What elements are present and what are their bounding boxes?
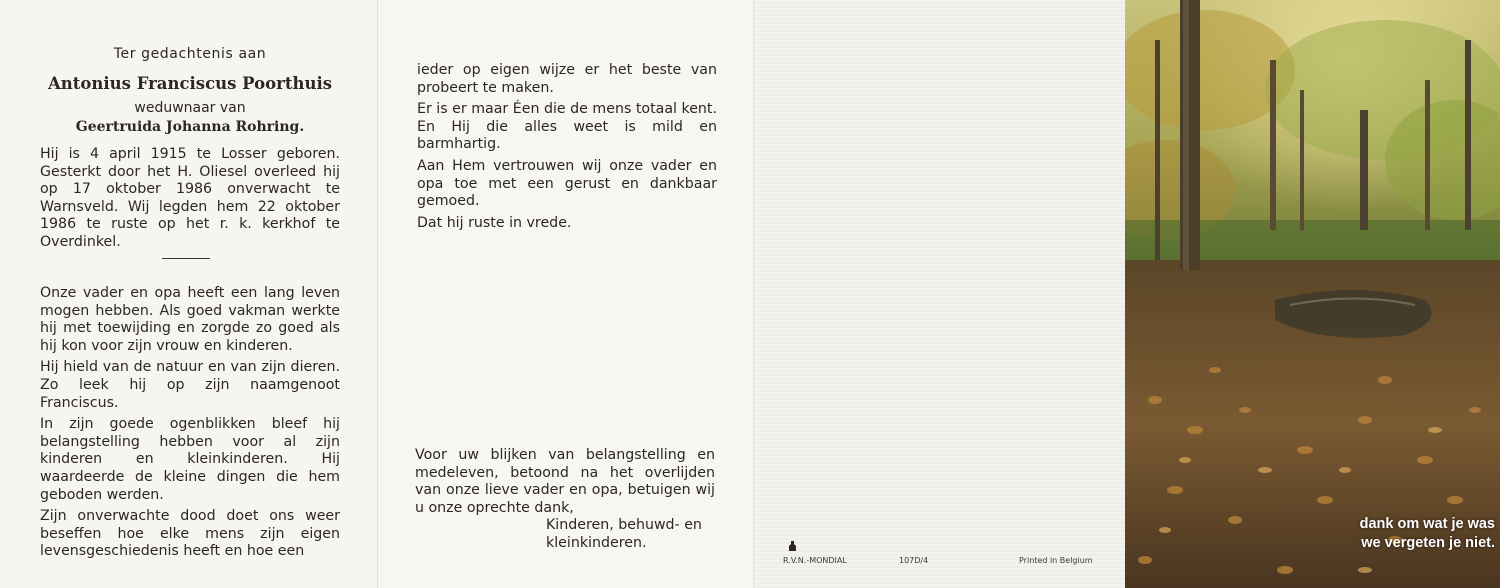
faith-paragraph: Aan Hem vertrouwen wij onze vader en opa toe met een gerust en dankbaar gemoed. — [417, 157, 717, 210]
memorial-card-back-panel — [753, 0, 1125, 588]
biography-paragraph: Hij is 4 april 1915 te Losser geboren. Gesterkt door het H. Oliesel overleed hij op 17 oktober 1986 onverwacht te Warnsveld. Wij legden hem 22 oktober 1986 te ruste op het r. k. kerkhof te Overdinkel. — [40, 146, 340, 250]
publisher-name: R.V.N.-MONDIAL — [783, 556, 847, 565]
faith-paragraph: Er is er maar Éen die de mens totaal kent. En Hij die alles weet is mild en barmhartig. — [417, 101, 717, 153]
tribute-paragraph: Hij hield van de natuur en van zijn dieren. Zo leek hij op zijn naamgenoot Franciscus. — [40, 359, 340, 411]
slogan-line: we vergeten je niet. — [1361, 535, 1495, 551]
dedication-line: Ter gedachtenis aan — [113, 46, 267, 62]
faith-paragraph: Dat hij ruste in vrede. — [417, 214, 572, 231]
memorial-card-photo-panel — [1125, 0, 1500, 588]
separator-line — [162, 258, 210, 259]
memorial-card-left-panel — [0, 0, 378, 588]
deceased-name: Antonius Franciscus Poorthuis — [47, 74, 333, 93]
signature-line: kleinkinderen. — [546, 534, 647, 551]
slogan — [1295, 515, 1495, 553]
biography-text — [40, 146, 340, 256]
signature-line: Kinderen, behuwd- en — [546, 517, 702, 533]
card-code: 107D/4 — [899, 556, 929, 565]
tribute-paragraph: Zijn onverwachte dood doet ons weer beseffen hoe elke mens zijn eigen levensgeschiedenis heeft en hoe een — [40, 508, 340, 560]
tribute-paragraph: Onze vader en opa heeft een lang leven mogen hebben. Als goed vakman werkte hij met toewijding en zorgde zo goed als hij kon voor zijn vrouw en kinderen. — [40, 285, 340, 354]
spouse-name: Geertruida Johanna Rohring. — [75, 119, 305, 135]
tribute-paragraph: In zijn goede ogenblikken bleef hij belangstelling hebben voor al zijn kinderen en kleinkinderen. Hij waardeerde de kleine dingen die hem geboden werden. — [40, 416, 340, 503]
printed-in-label: Printed in Belgium — [1019, 556, 1093, 565]
widower-line: weduwnaar van — [134, 100, 246, 116]
faith-paragraph: ieder op eigen wijze er het beste van probeert te maken. — [417, 62, 717, 96]
signature — [546, 517, 726, 552]
faith-text — [417, 62, 717, 236]
thanks-paragraph: Voor uw blijken van belangstelling en medeleven, betoond na het overlijden van onze lieve vader en opa, betuigen wij u onze oprechte dank, — [415, 447, 715, 516]
forest-photo — [1125, 0, 1500, 588]
slogan-line: dank om wat je was — [1359, 516, 1495, 532]
thanks-text — [415, 447, 715, 521]
publisher-logo-icon — [788, 540, 798, 552]
tribute-text — [40, 285, 340, 565]
